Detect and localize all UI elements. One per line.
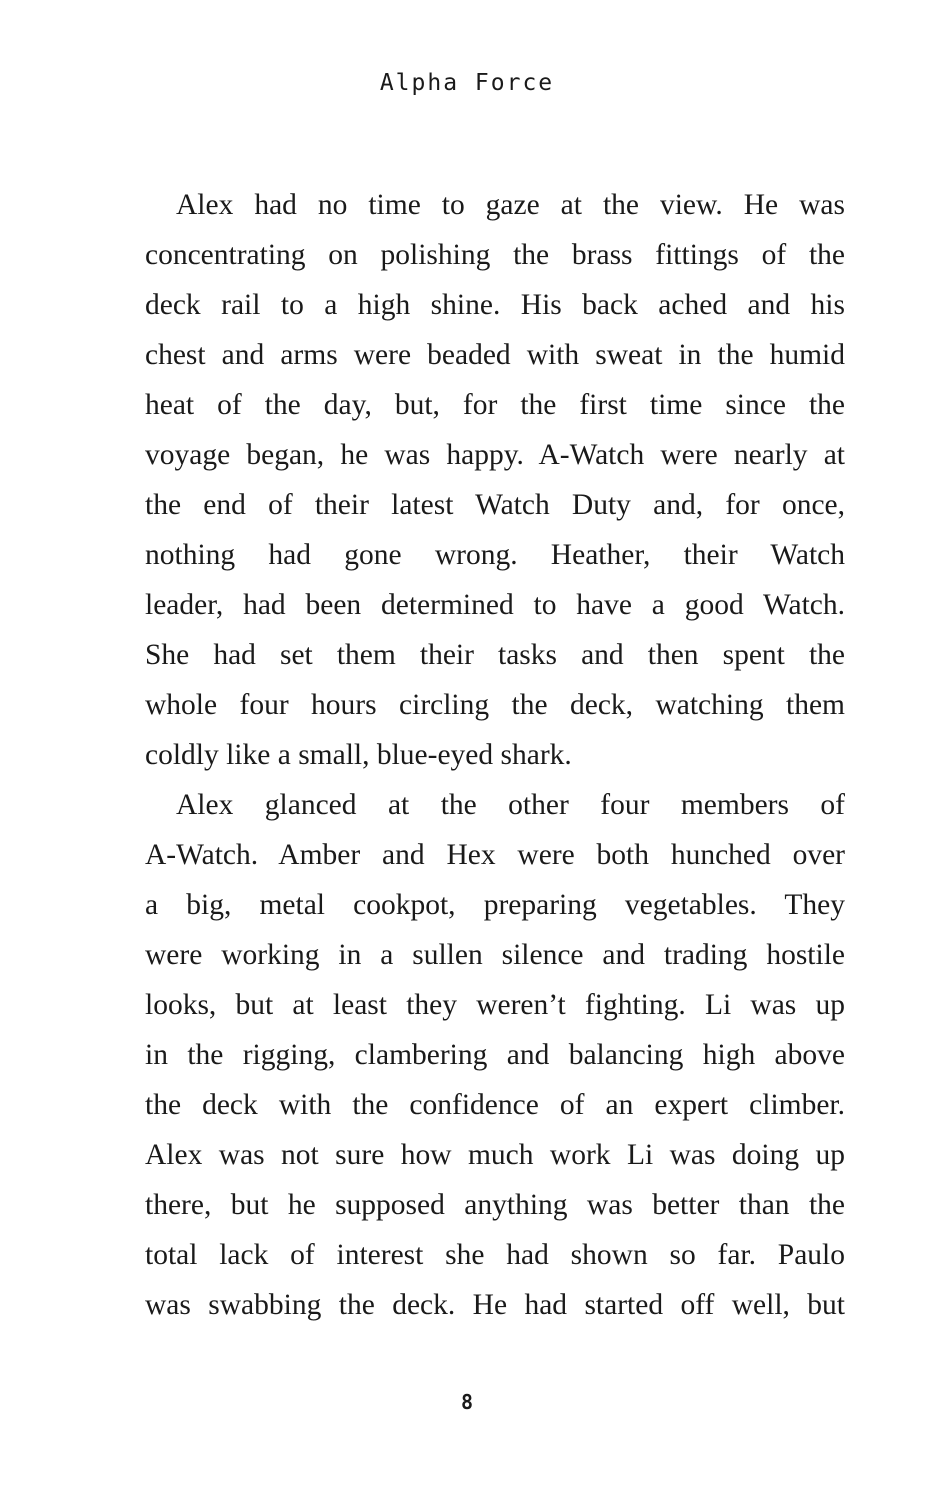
- running-head-title: Alpha Force: [379, 70, 555, 96]
- paragraph-1: [145, 180, 845, 780]
- paragraph-2: [145, 780, 845, 1330]
- text-line: Alex had no time to gaze at the view. He was: [176, 189, 845, 221]
- text-line: leader, had been determined to have a good Watch.: [145, 589, 845, 621]
- text-line: total lack of interest she had shown so far. Paulo: [145, 1239, 845, 1271]
- text-line: looks, but at least they weren’t fighting. Li was up: [145, 989, 845, 1021]
- body-text: [145, 180, 845, 1330]
- page-number: 8: [460, 1390, 474, 1414]
- text-line: heat of the day, but, for the first time since the: [145, 389, 845, 421]
- text-line: nothing had gone wrong. Heather, their Watch: [145, 539, 845, 571]
- text-line: deck rail to a high shine. His back ached and his: [145, 289, 845, 321]
- text-line: was swabbing the deck. He had started off well, but: [145, 1289, 845, 1321]
- text-line: Alex was not sure how much work Li was doing up: [145, 1139, 845, 1171]
- text-line: a big, metal cookpot, preparing vegetables. They: [145, 889, 845, 921]
- text-line: A-Watch. Amber and Hex were both hunched over: [145, 839, 845, 871]
- text-line: the end of their latest Watch Duty and, for once,: [145, 489, 845, 521]
- text-line: She had set them their tasks and then spent the: [145, 639, 845, 671]
- text-line: coldly like a small, blue-eyed shark.: [145, 739, 572, 771]
- text-line: the deck with the confidence of an expert climber.: [145, 1089, 845, 1121]
- text-line: Alex glanced at the other four members of: [176, 789, 845, 821]
- text-line: were working in a sullen silence and trading hostile: [145, 939, 845, 971]
- text-line: concentrating on polishing the brass fittings of the: [145, 239, 845, 271]
- text-line: in the rigging, clambering and balancing high above: [145, 1039, 845, 1071]
- text-line: voyage began, he was happy. A-Watch were nearly at: [145, 439, 845, 471]
- text-line: whole four hours circling the deck, watching them: [145, 689, 845, 721]
- text-line: chest and arms were beaded with sweat in the humid: [145, 339, 845, 371]
- text-line: there, but he supposed anything was better than the: [145, 1189, 845, 1221]
